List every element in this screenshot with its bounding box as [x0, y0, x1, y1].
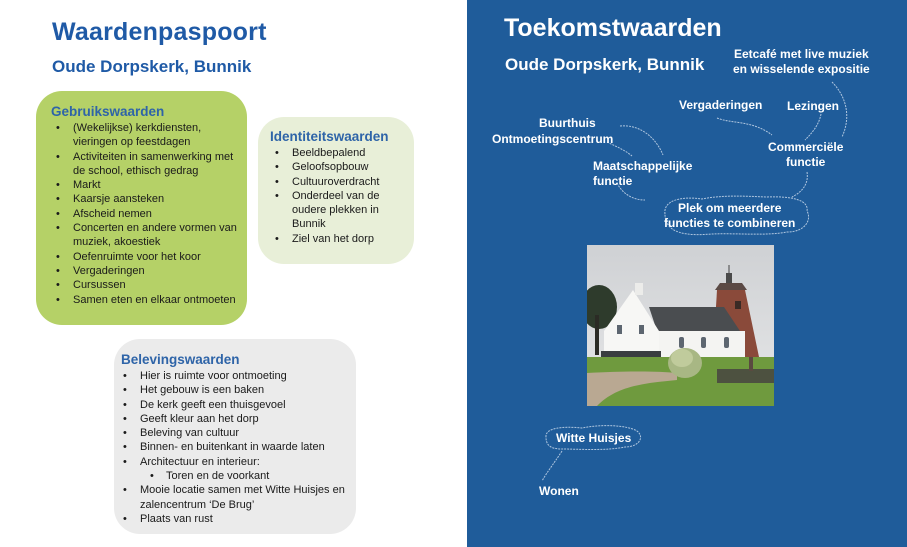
identiteitswaarden-box — [258, 117, 414, 264]
list-item: • Kaarsje aansteken — [51, 192, 237, 206]
label-maatschappelijk-line1: Maatschappelijke — [593, 159, 693, 173]
list-item: • Activiteiten in samenwerking met de school, ethisch gedrag — [51, 150, 237, 179]
list-item: • Ziel van het dorp — [270, 232, 406, 246]
future-values-subtitle: Oude Dorpskerk, Bunnik — [505, 55, 705, 74]
label-vergaderingen: Vergaderingen — [679, 98, 763, 112]
list-item: • Cultuuroverdracht — [270, 175, 406, 189]
belevingswaarden-box — [114, 339, 356, 534]
label-ontmoetingscentrum: Ontmoetingscentrum — [492, 132, 614, 146]
list-item: • Binnen- en buitenkant in waarde laten — [118, 440, 348, 454]
list-item: • Markt — [51, 178, 237, 192]
page-title: Waardenpaspoort — [52, 18, 267, 46]
list-item: • Vergaderingen — [51, 264, 237, 278]
label-eetcafe — [733, 47, 870, 77]
page-subtitle: Oude Dorpskerk, Bunnik — [52, 57, 252, 76]
label-plek-line2: functies te combineren — [664, 216, 796, 230]
list-item: • Samen eten en elkaar ontmoeten — [51, 293, 237, 307]
label-plek-combineren — [664, 201, 795, 231]
label-buurthuis: Buurthuis — [539, 116, 596, 130]
label-plek-line1: Plek om meerdere — [677, 201, 782, 215]
identiteitswaarden-list — [270, 146, 406, 246]
gebruikswaarden-box — [36, 91, 247, 325]
identiteitswaarden-heading: Identiteitswaarden — [270, 129, 389, 144]
gebruikswaarden-list — [51, 121, 237, 307]
list-item: • Geeft kleur aan het dorp — [118, 412, 348, 426]
label-commercieel-line2: functie — [786, 155, 826, 169]
belevingswaarden-list — [118, 369, 348, 526]
belevingswaarden-heading: Belevingswaarden — [121, 352, 240, 367]
gebruikswaarden-heading: Gebruikswaarden — [51, 104, 165, 119]
list-item: • Beeldbepalend — [270, 146, 406, 160]
label-commerciele-functie — [768, 140, 843, 170]
list-item: • Afscheid nemen — [51, 207, 237, 221]
list-item: • Onderdeel van de oudere plekken in Bunnik — [270, 189, 406, 232]
list-item: • Plaats van rust — [118, 512, 348, 526]
list-item: • (Wekelijkse) kerkdiensten, vieringen op feestdagen — [51, 121, 237, 150]
church-photo-illustration — [587, 245, 774, 406]
list-item: • Hier is ruimte voor ontmoeting — [118, 369, 348, 383]
list-item: • Cursussen — [51, 278, 237, 292]
list-item: • Mooie locatie samen met Witte Huisjes en zalencentrum ‘De Brug’ — [118, 483, 348, 512]
label-lezingen: Lezingen — [787, 99, 840, 113]
label-wonen: Wonen — [539, 484, 579, 498]
label-maatschappelijk-line2: functie — [593, 174, 633, 188]
label-maatschappelijke-functie — [593, 159, 692, 189]
list-item: • Oefenruimte voor het koor — [51, 250, 237, 264]
label-eetcafe-line2: en wisselende expositie — [733, 62, 870, 76]
sub-list-item: • Toren en de voorkant — [118, 469, 348, 483]
label-witte-huisjes: Witte Huisjes — [556, 431, 632, 445]
list-item: • De kerk geeft een thuisgevoel — [118, 398, 348, 412]
label-eetcafe-line1: Eetcafé met live muziek — [734, 47, 869, 61]
list-item: • Het gebouw is een baken — [118, 383, 348, 397]
future-values-title: Toekomstwaarden — [504, 14, 722, 42]
church-photo — [587, 245, 774, 406]
list-item: • Beleving van cultuur — [118, 426, 348, 440]
label-commercieel-line1: Commerciële — [768, 140, 844, 154]
list-item: • Concerten en andere vormen van muziek, akoestiek — [51, 221, 237, 250]
list-item: • Geloofsopbouw — [270, 160, 406, 174]
list-item: • Architectuur en interieur: — [118, 455, 348, 469]
